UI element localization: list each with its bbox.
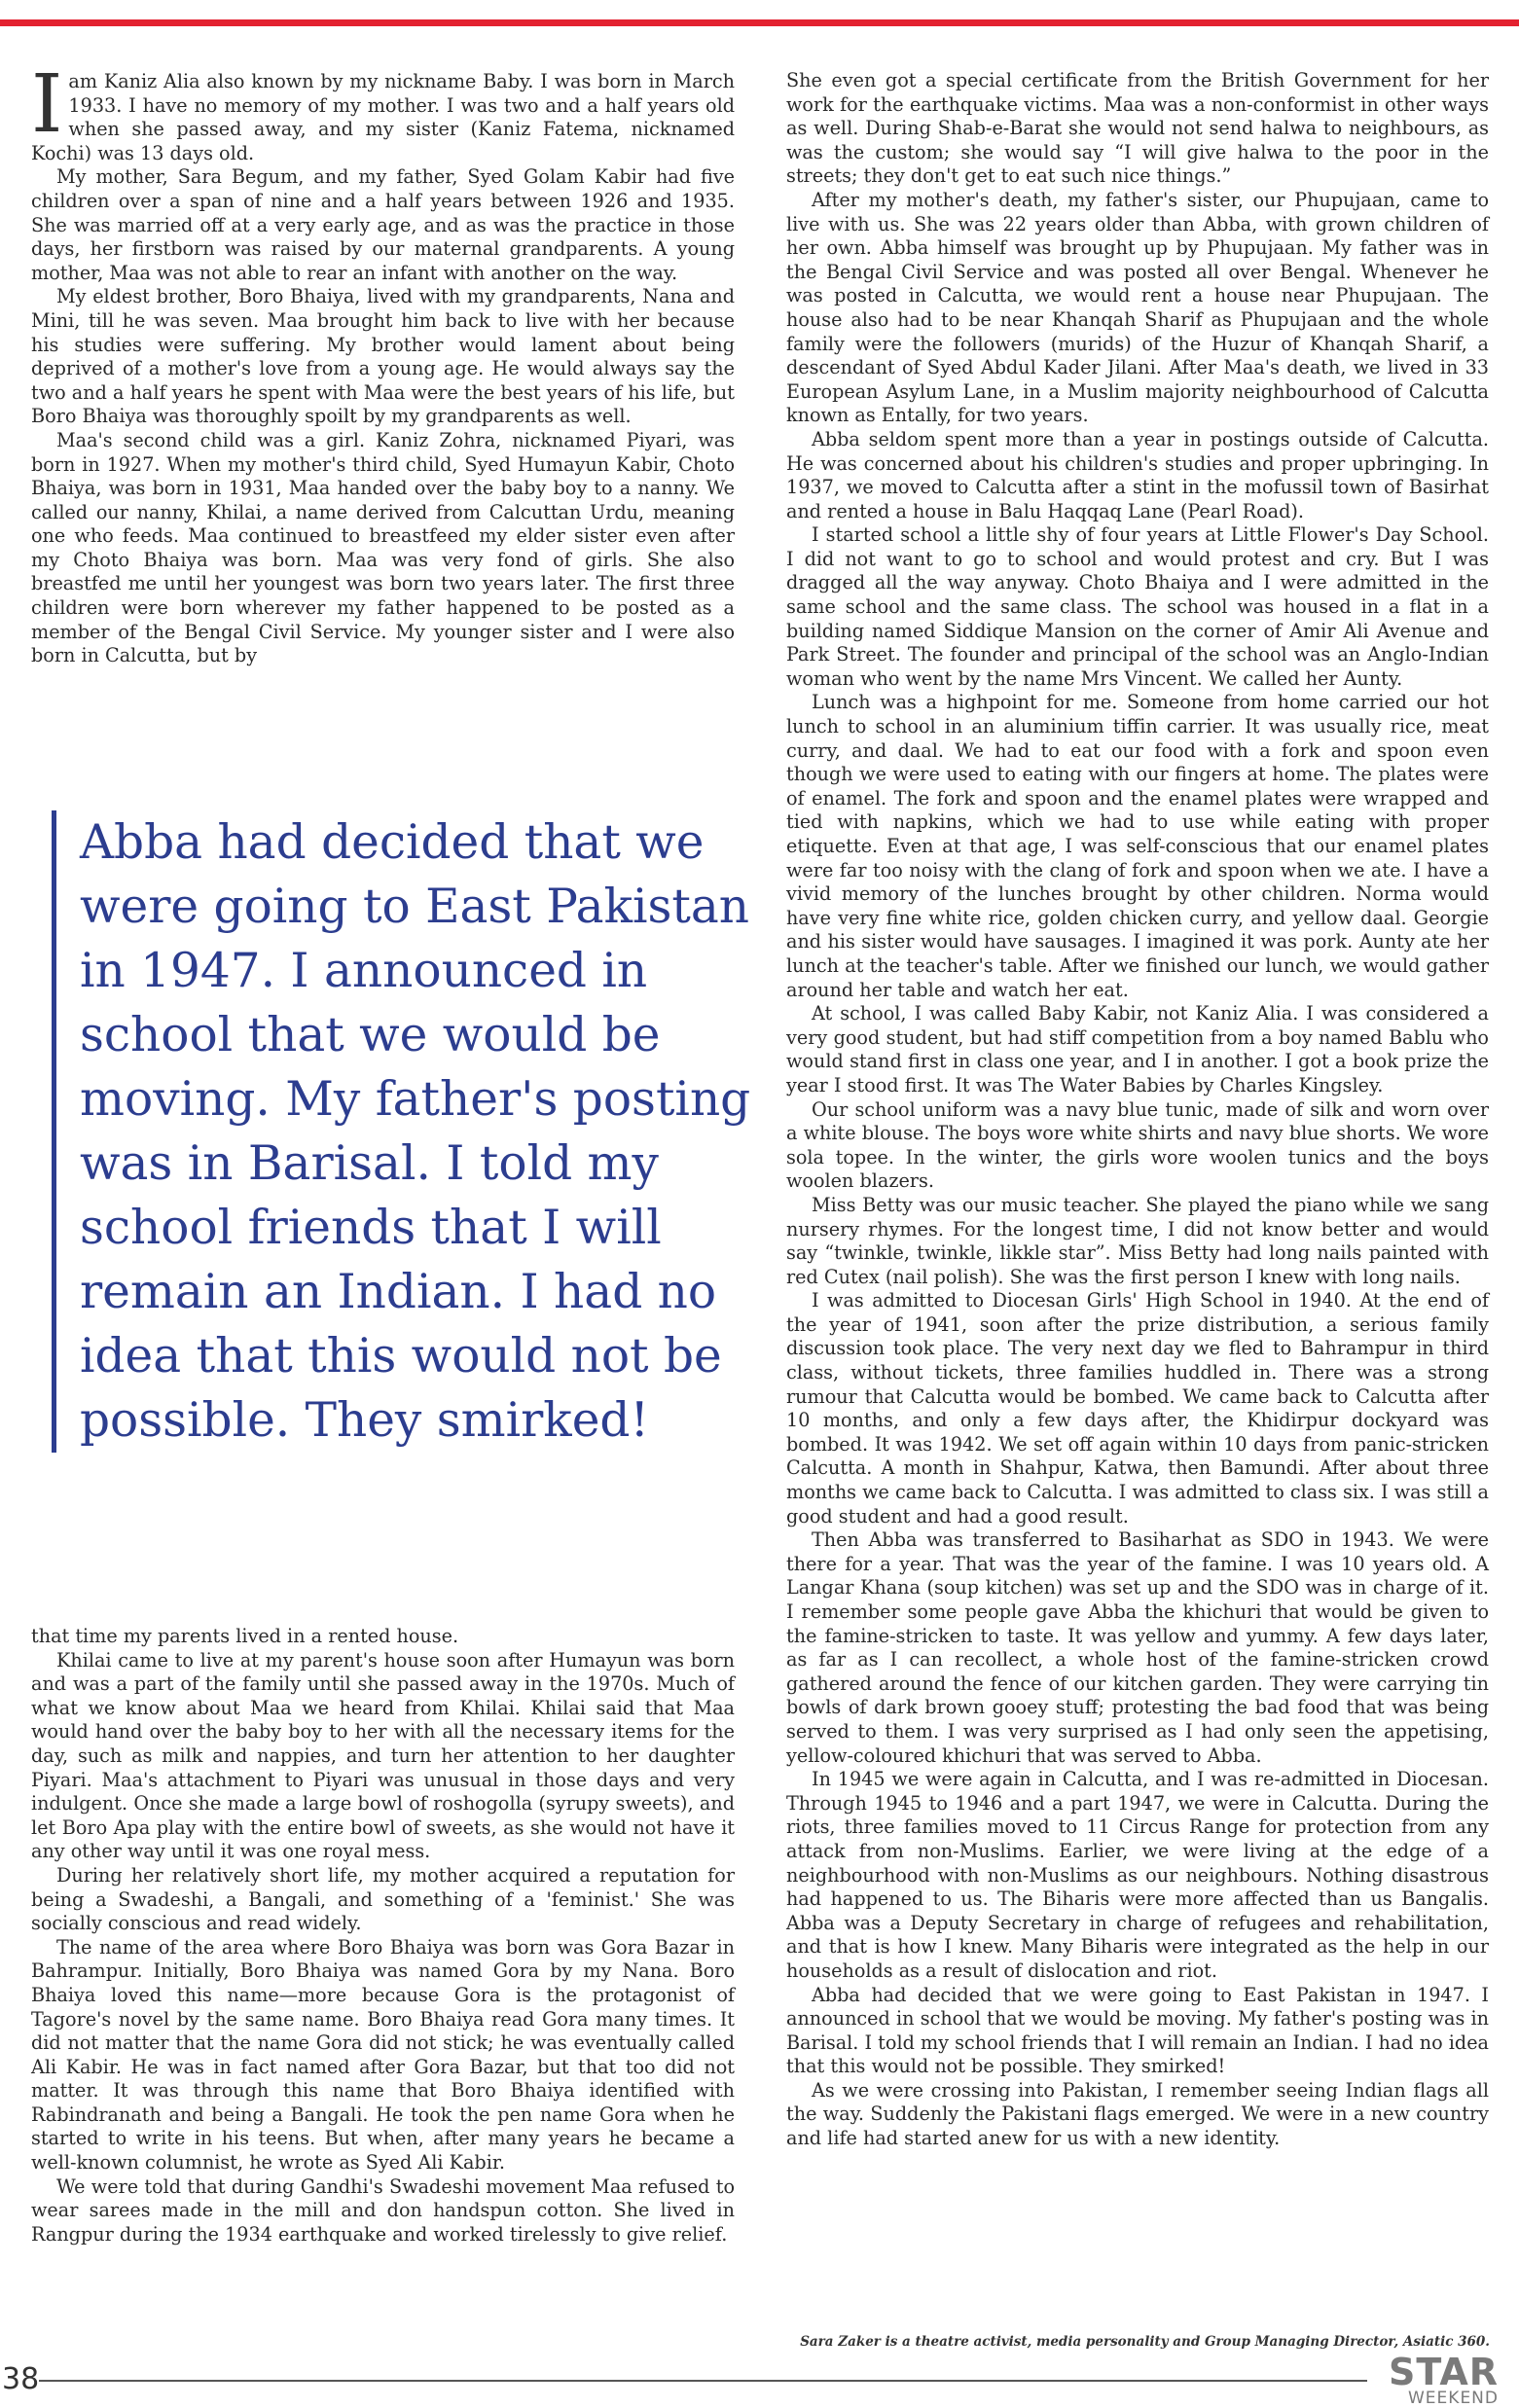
paragraph: She even got a special certificate from the British Government for her work for the earthquake victims. Maa was a non-conformist in other ways as well. During Shab-e-Barat she would not send halwa to neighbours, as was the custom; she would say “I will give halwa to the poor in the streets; they don't get to eat such nice things.” (786, 69, 1489, 188)
paragraph: At school, I was called Baby Kabir, not Kaniz Alia. I was considered a very good student, but had stiff competition from a boy named Bablu who would stand first in class one year, and I in another. I got a book prize the year I stood first. It was The Water Babies by Charles Kingsley. (786, 1002, 1489, 1096)
paragraph: The name of the area where Boro Bhaiya was born was Gora Bazar in Bahrampur. Initially, Boro Bhaiya was named Gora by my Nana. Boro Bhaiya loved this name—more because Gora is the protagonist of Tagore's novel by the same name. Boro Bhaiya read Gora many times. It did not matter that the name Gora did not stick; he was eventually called Ali Kabir. He was in fact named after Gora Bazar, but that too did not matter. It was through this name that Boro Bhaiya identified with Rabindranath and being a Bangali. He took the pen name Gora when he started to write in his teens. But when, after many years he became a well-known columnist, he wrote as Syed Ali Kabir. (31, 1935, 735, 2174)
article-left-column-top (31, 58, 735, 668)
paragraph: During her relatively short life, my mother acquired a reputation for being a Swadeshi, a Bangali, and something of a 'feminist.' She was socially conscious and read widely. (31, 1863, 735, 1935)
paragraph: Then Abba was transferred to Basiharhat as SDO in 1943. We were there for a year. That was the year of the famine. I was 10 years old. A Langar Khana (soup kitchen) was set up and the SDO was in charge of it. I remember some people gave Abba the khichuri that would be given to the famine-stricken to taste. It was yellow and yummy. A few days later, as far as I can recollect, a whole host of the famine-stricken crowd gathered around the fence of our kitchen garden. They were carrying tin bowls of dark brown gooey stuff; protesting the bad food that was being served to them. I was very surprised as I had only seen the appetising, yellow-coloured khichuri that was served to Abba. (786, 1528, 1489, 1767)
article-right-column (786, 69, 1489, 2151)
paragraph: My mother, Sara Begum, and my father, Syed Golam Kabir had five children over a span of nine and a half years between 1926 and 1935. She was married off at a very early age, and as was the practice in those days, her firstborn was raised by our maternal grandparents. A young mother, Maa was not able to rear an infant with another on the way. (31, 165, 735, 284)
paragraph: Maa's second child was a girl. Kaniz Zohra, nicknamed Piyari, was born in 1927. When my mother's third child, Syed Humayun Kabir, Choto Bhaiya, was born in 1931, Maa handed over the baby boy to a nanny. We called our nanny, Khilai, a name derived from Calcuttan Urdu, meaning one who feeds. Maa continued to breastfeed my elder sister even after my Choto Bhaiya was born. Maa was very fond of girls. She also breastfed me until her youngest was born two years later. The first three children were born wherever my father happened to be posted as a member of the Bengal Civil Service. My younger sister and I were also born in Calcutta, but by (31, 428, 735, 667)
author-note: Sara Zaker is a theatre activist, media personality and Group Managing Director, Asiatic 360. (800, 2334, 1490, 2350)
paragraph: As we were crossing into Pakistan, I remember seeing Indian flags all the way. Suddenly the Pakistani flags emerged. We were in a new country and life had started anew for us with a new identity. (786, 2078, 1489, 2150)
paragraph: In 1945 we were again in Calcutta, and I was re-admitted in Diocesan. Through 1945 to 1946 and a part 1947, we were in Calcutta. During the riots, three families moved to 11 Circus Range for protection from any attack from non-Muslims. Earlier, we were living at the edge of a neighbourhood with non-Muslims as our neighbours. Nothing disastrous had happened to us. The Biharis were more affected than us Bangalis. Abba was a Deputy Secretary in charge of refugees and rehabilitation, and that is how I knew. Many Biharis were integrated as the help in our households as a result of dislocation and riot. (786, 1768, 1489, 1982)
drop-cap: I (31, 58, 63, 151)
paragraph: Abba had decided that we were going to East Pakistan in 1947. I announced in school that we would be moving. My father's posting was in Barisal. I told my school friends that I will remain an Indian. I had no idea that this would not be possible. They smirked! (786, 1983, 1489, 2078)
paragraph: We were told that during Gandhi's Swadeshi movement Maa refused to wear sarees made in the mill and don handspun cotton. She lived in Rangpur during the 1934 earthquake and worked tirelessly to give relief. (31, 2174, 735, 2246)
page-number: 38 (2, 2362, 40, 2396)
paragraph: Miss Betty was our music teacher. She played the piano while we sang nursery rhymes. For the longest time, I did not know better and would say “twinkle, twinkle, likkle star”. Miss Betty had long nails painted with red Cutex (nail polish). She was the first person I knew with long nails. (786, 1193, 1489, 1288)
paragraph: Khilai came to live at my parent's house soon after Humayun was born and was a part of the family until she passed away in the 1970s. Much of what we know about Maa we heard from Khilai. Khilai said that Maa would hand over the baby boy to her with all the necessary items for the day, such as milk and nappies, and turn her attention to her daughter Piyari. Maa's attachment to Piyari was unusual in those days and very indulgent. Once she made a large bowl of roshogolla (syrupy sweets), and let Boro Apa play with the entire bowl of sweets, as she would not have it any other way until it was one royal mess. (31, 1648, 735, 1863)
footer-divider (39, 2380, 1367, 2382)
pull-quote-text: Abba had decided that we were going to East Pakistan in 1947. I announced in school that we would be moving. My father's posting was in Barisal. I told my school friends that I will remain an Indian. I had no idea that this would not be possible. They smirked! (80, 815, 751, 1448)
paragraph: After my mother's death, my father's sister, our Phupujaan, came to live with us. She was 22 years older than Abba, with grown children of her own. Abba himself was brought up by Phupujaan. My father was in the Bengal Civil Service and was posted all over Bengal. Whenever he was posted in Calcutta, we would rent a house near Phupujaan. The house also had to be near Khanqah Sharif as Phupujaan and the whole family were the followers (murids) of the Huzur of Khanqah Sharif, a descendant of Syed Abdul Kader Jilani. After Maa's death, we lived in 33 European Asylum Lane, in a Muslim majority neighbourhood of Calcutta known as Entally, for two years. (786, 188, 1489, 427)
logo-line-2: WEEKEND (1408, 2389, 1499, 2408)
paragraph: I was admitted to Diocesan Girls' High School in 1940. At the end of the year of 1941, soon after the prize distribution, a serious family discussion took place. The very next day we fled to Bahrampur in third class, without tickets, three families huddled in. There was a strong rumour that Calcutta would be bombed. We came back to Calcutta after 10 months, and only a few days after, the Khidirpur dockyard was bombed. It was 1942. We set off again within 10 days from panic-stricken Calcutta. A month in Shahpur, Katwa, then Bamundi. After about three months we came back to Calcutta. I was admitted to class six. I was still a good student and had a good result. (786, 1289, 1489, 1527)
paragraph: My eldest brother, Boro Bhaiya, lived with my grandparents, Nana and Mini, till he was seven. Maa brought him back to live with her because his studies were suffering. My brother would lament about being deprived of a mother's love from a young age. He would always say the two and a half years he spent with Maa were the best years of his life, but Boro Bhaiya was thoroughly spoilt by my grandparents as well. (31, 285, 735, 428)
article-left-column-bottom (31, 1625, 735, 2246)
paragraph: Lunch was a highpoint for me. Someone from home carried our hot lunch to school in an aluminium tiffin carrier. It was usually rice, meat curry, and daal. We had to eat our food with a fork and spoon even though we were used to eating with our fingers at home. The plates were of enamel. The fork and spoon and the enamel plates were wrapped and tied with napkins, which we had to use while eating with proper etiquette. Even at that age, I was self-conscious that our enamel plates were far too noisy with the clang of fork and spoon when we ate. I have a vivid memory of the lunches brought by other children. Norma would have very fine white rice, golden chicken curry, and yellow daal. Georgie and his sister would have sausages. I imagined it was pork. Aunty ate her lunch at the teacher's table. After we finished our lunch, we would gather around her table and watch her eat. (786, 691, 1489, 1001)
top-accent-bar (0, 19, 1519, 26)
paragraph: I started school a little shy of four years at Little Flower's Day School. I did not want to go to school and would protest and cry. But I was dragged all the way anyway. Choto Bhaiya and I were admitted in the same school and the same class. The school was housed in a flat in a building named Siddique Mansion on the corner of Amir Ali Avenue and Park Street. The founder and principal of the school was an Anglo-Indian woman who went by the name Mrs Vincent. We called her Aunty. (786, 523, 1489, 690)
pull-quote (52, 810, 761, 1453)
paragraph: Our school uniform was a navy blue tunic, made of silk and worn over a white blouse. The boys wore white shirts and navy blue shorts. We wore sola topee. In the winter, the girls wore woolen tunics and the boys woolen blazers. (786, 1097, 1489, 1193)
star-weekend-logo (1388, 2351, 1499, 2408)
paragraph: that time my parents lived in a rented house. (31, 1625, 459, 1647)
paragraph: Iam Kaniz Alia also known by my nickname Baby. I was born in March 1933. I have no memory of my mother. I was two and a half years old when she passed away, and my sister (Kaniz Fatema, nicknamed Kochi) was 13 days old. (31, 58, 735, 164)
paragraph: Abba seldom spent more than a year in postings outside of Calcutta. He was concerned about his children's studies and proper upbringing. In 1937, we moved to Calcutta after a stint in the mofussil town of Basirhat and rented a house in Balu Haqqaq Lane (Pearl Road). (786, 427, 1489, 522)
logo-line-1: STAR (1388, 2351, 1499, 2393)
